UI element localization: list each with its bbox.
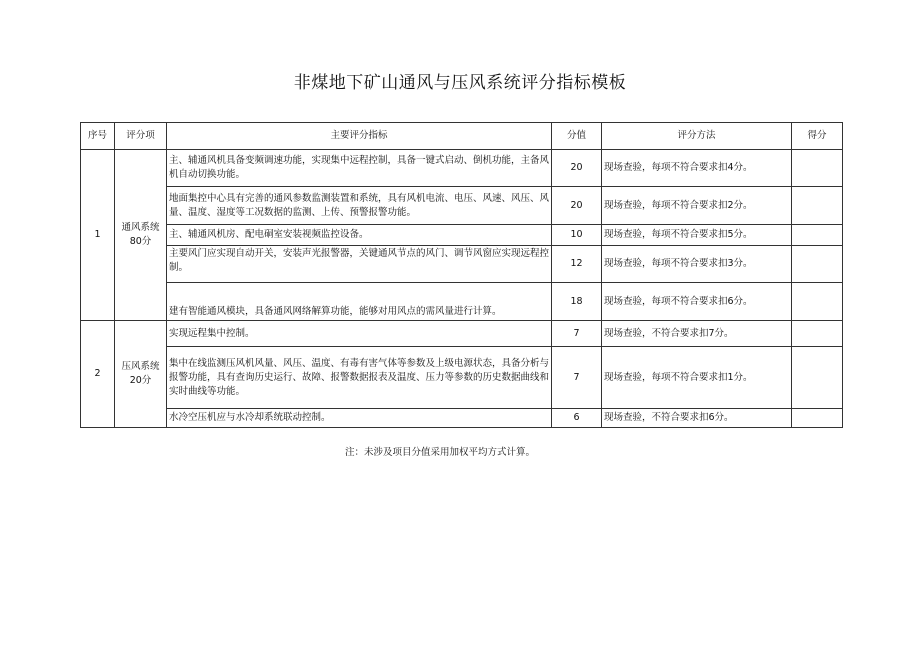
table-row <box>81 246 843 283</box>
header-row <box>81 123 843 150</box>
table-row <box>81 150 843 187</box>
header-indicator: 主要评分指标 <box>167 123 552 150</box>
got-cell <box>792 150 843 187</box>
group-item-score: 80分 <box>129 236 152 247</box>
indicator-cell: 主、辅通风机房、配电硐室安装视频监控设备。 <box>167 225 552 246</box>
group-item <box>115 321 167 428</box>
got-cell <box>792 246 843 283</box>
got-cell <box>792 321 843 347</box>
indicator-cell: 主、辅通风机具备变频调速功能，实现集中远程控制，具备一键式启动、倒机功能，主备风机自动切换功能。 <box>167 150 552 187</box>
got-cell <box>792 225 843 246</box>
scoring-table <box>80 122 843 428</box>
score-cell: 12 <box>552 246 602 283</box>
score-cell: 18 <box>552 283 602 321</box>
method-cell: 现场查验，不符合要求扣6分。 <box>602 409 792 428</box>
indicator-cell: 实现远程集中控制。 <box>167 321 552 347</box>
score-cell: 7 <box>552 321 602 347</box>
method-cell: 现场查验，每项不符合要求扣2分。 <box>602 187 792 225</box>
group-index: 2 <box>81 321 115 428</box>
header-idx: 序号 <box>81 123 115 150</box>
method-cell: 现场查验，每项不符合要求扣1分。 <box>602 347 792 409</box>
page-title: 非煤地下矿山通风与压风系统评分指标模板 <box>293 73 627 93</box>
got-cell <box>792 187 843 225</box>
table-row <box>81 187 843 225</box>
table-row <box>81 347 843 409</box>
header-method: 评分方法 <box>602 123 792 150</box>
got-cell <box>792 347 843 409</box>
indicator-cell: 集中在线监测压风机风量、风压、温度、有毒有害气体等参数及上级电源状态，具备分析与报警功能，具有查询历史运行、故障、报警数据报表及温度、压力等参数的历史数据曲线和实时曲线等功能。 <box>167 347 552 409</box>
method-cell: 现场查验，每项不符合要求扣3分。 <box>602 246 792 283</box>
got-cell <box>792 409 843 428</box>
indicator-cell: 建有智能通风模块，具备通风网络解算功能，能够对用风点的需风量进行计算。 <box>167 283 552 321</box>
footnote: 注：未涉及项目分值采用加权平均方式计算。 <box>345 447 536 458</box>
header-score: 分值 <box>552 123 602 150</box>
score-cell: 6 <box>552 409 602 428</box>
score-cell: 10 <box>552 225 602 246</box>
table-row <box>81 321 843 347</box>
group-item-score: 20分 <box>129 375 152 386</box>
method-cell: 现场查验，每项不符合要求扣5分。 <box>602 225 792 246</box>
group-item-name: 压风系统 <box>121 361 160 372</box>
indicator-cell: 水冷空压机应与水冷却系统联动控制。 <box>167 409 552 428</box>
table-row <box>81 409 843 428</box>
score-cell: 7 <box>552 347 602 409</box>
header-got: 得分 <box>792 123 843 150</box>
score-cell: 20 <box>552 187 602 225</box>
header-item: 评分项 <box>115 123 167 150</box>
group-index: 1 <box>81 150 115 321</box>
indicator-cell: 主要风门应实现自动开关，安装声光报警器，关键通风节点的风门、调节风窗应实现远程控制。 <box>167 246 552 283</box>
group-item <box>115 150 167 321</box>
indicator-cell: 地面集控中心具有完善的通风参数监测装置和系统，具有风机电流、电压、风速、风压、风量、温度、湿度等工况数据的监测、上传、预警报警功能。 <box>167 187 552 225</box>
table-row <box>81 283 843 321</box>
method-cell: 现场查验，不符合要求扣7分。 <box>602 321 792 347</box>
score-cell: 20 <box>552 150 602 187</box>
method-cell: 现场查验，每项不符合要求扣4分。 <box>602 150 792 187</box>
table-row <box>81 225 843 246</box>
method-cell: 现场查验，每项不符合要求扣6分。 <box>602 283 792 321</box>
got-cell <box>792 283 843 321</box>
group-item-name: 通风系统 <box>121 222 160 233</box>
